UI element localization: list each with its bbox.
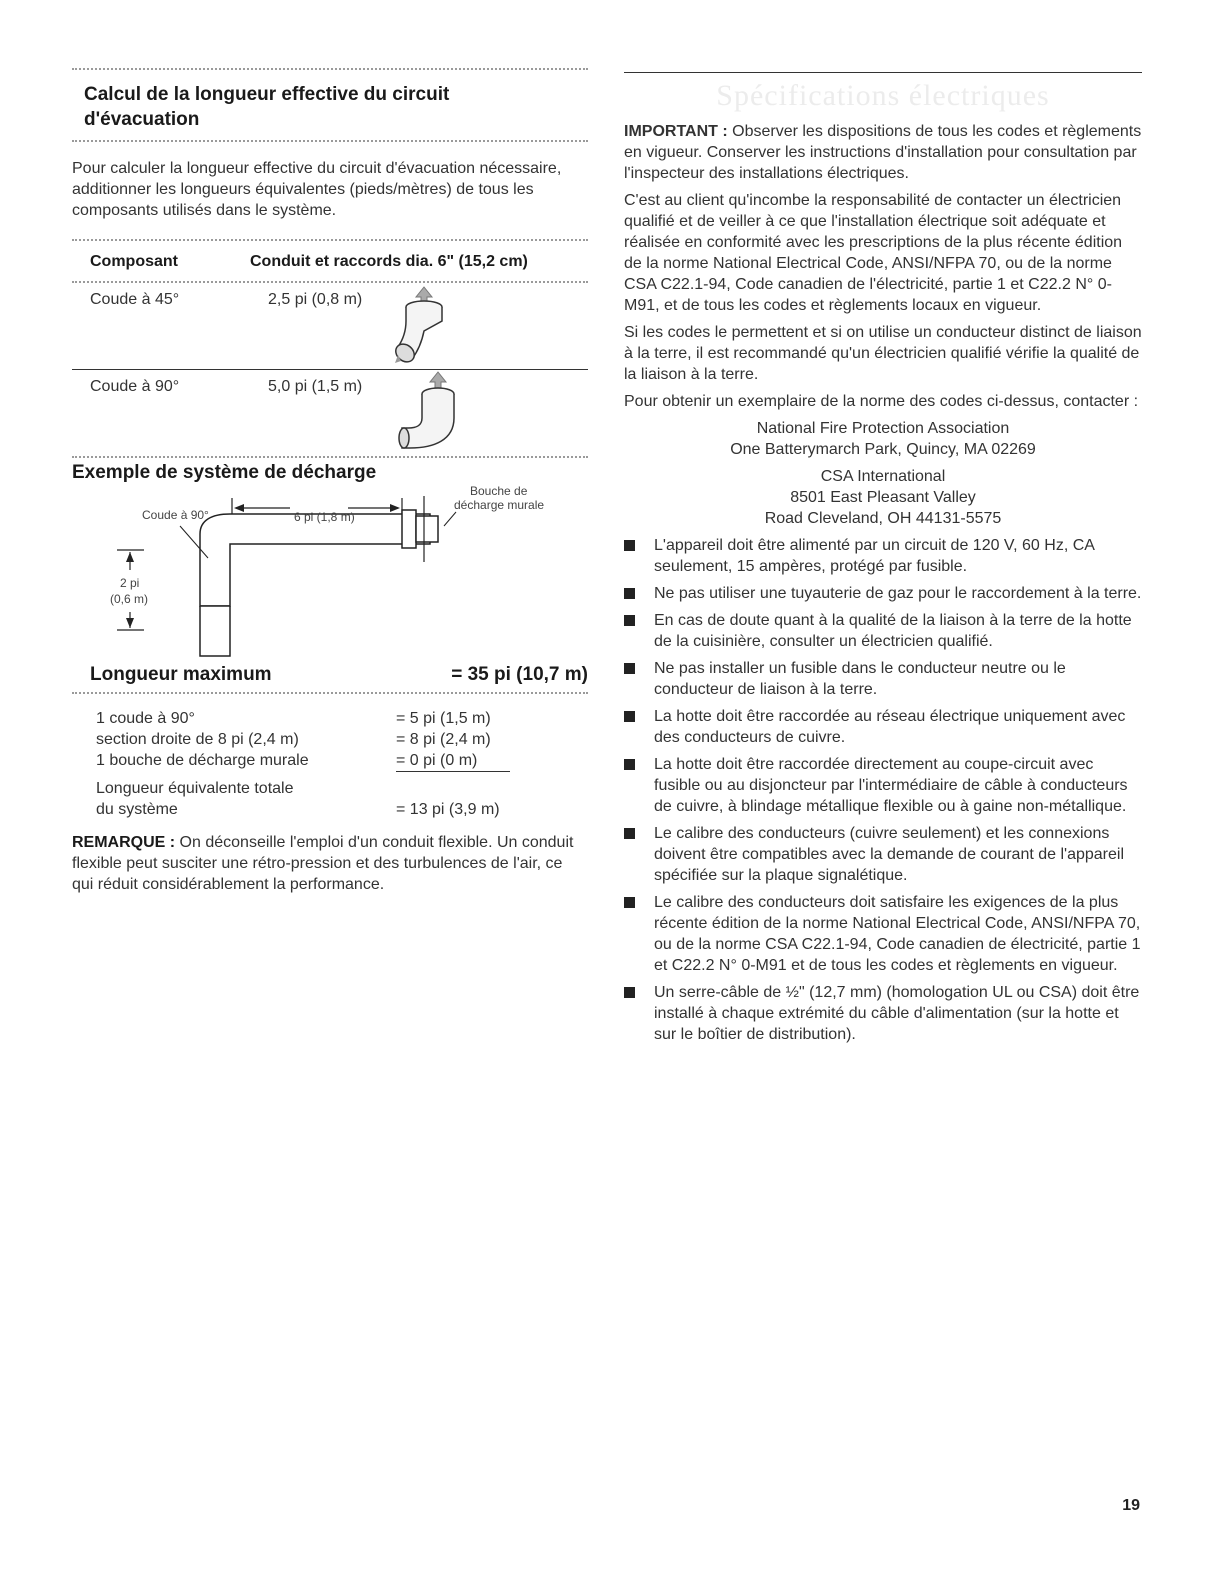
example-title: Exemple de système de décharge [72,462,377,483]
divider [72,140,588,142]
list-item [624,982,1142,1045]
list-item-text: Ne pas utiliser une tuyauterie de gaz pour le raccordement à la terre. [654,585,1142,602]
table-header-component: Composant [90,253,178,270]
list-item-text: Un serre-câble de ½" (12,7 mm) (homologation UL ou CSA) doit être installé à chaque extrémité du câble d'alimentation (sur la hotte et sur le boîtier de distribution). [654,984,1140,1043]
calc-row [72,750,588,772]
horizontal-length-label: 6 pi (1,8 m) [294,510,355,524]
component-length: 2,5 pi (0,8 m) [268,291,363,308]
table-row [72,283,588,369]
elbow-90-icon [394,370,464,456]
divider [72,68,588,70]
max-length-value: = 35 pi (10,7 m) [451,664,588,685]
bullet-square-icon [624,588,635,599]
address-line: Road Cleveland, OH 44131-5575 [764,510,1002,527]
requirements-list [624,535,1142,1045]
vertical-length-label: 2 pi [120,576,140,590]
elbow-45-icon [394,283,454,369]
address-line: CSA International [820,468,946,485]
list-item-text: Le calibre des conducteurs (cuivre seulement) et les connexions doivent être compatibles avec la demande de courant de l'appareil spécifiée sur la plaque signalétique. [654,825,1125,884]
section-rule [624,72,1142,73]
nfpa-address [624,418,1142,460]
calc-label: section droite de 8 pi (2,4 m) [96,731,299,748]
table-header-duct: Conduit et raccords dia. 6" (15,2 cm) [250,253,528,270]
list-item [624,754,1142,817]
list-item-text: La hotte doit être raccordée directement au coupe-circuit avec fusible ou au disjoncteur par l'intermédiaire de câble à conducteurs de cuivre, à blindage métallique flexible ou à gaine non-métallique. [654,756,1128,815]
total-label-line-1: Longueur équivalente totale [96,780,294,797]
csa-address [624,466,1142,529]
divider [72,692,588,694]
bullet-square-icon [624,759,635,770]
bullet-square-icon [624,897,635,908]
bullet-square-icon [624,663,635,674]
important-label: IMPORTANT : [624,123,728,140]
note-label: REMARQUE : [72,834,176,851]
table-row [72,370,588,456]
calc-value: = 5 pi (1,5 m) [396,710,491,727]
contact-paragraph: Pour obtenir un exemplaire de la norme des codes ci-dessus, contacter : [624,393,1139,410]
list-item [624,706,1142,748]
list-item [624,823,1142,886]
list-item [624,535,1142,577]
calculation-list [72,708,588,820]
list-item-text: En cas de doute quant à la qualité de la liaison à la terre de la hotte de la cuisinière, consulter un électricien qualifié. [654,612,1132,650]
calc-value: = 0 pi (0 m) [396,750,510,772]
total-label [96,778,396,820]
wall-cap-label-2: décharge murale [454,498,545,512]
note-text: On déconseille l'emploi d'un conduit flexible. Un conduit flexible peut susciter une rétro-pression et des turbulences de l'air, ce qui réduit considérablement la performance. [72,834,574,893]
section-title-line-1: Calcul de la longueur effective du circuit [84,84,450,105]
total-label-line-2: du système [96,801,178,818]
vertical-length-metric-label: (0,6 m) [110,592,149,606]
list-item-text: L'appareil doit être alimenté par un circuit de 120 V, 60 Hz, CA seulement, 15 ampères, protégé par fusible. [654,537,1095,575]
max-length-row [72,658,588,692]
calc-row [72,729,588,750]
responsibility-paragraph: C'est au client qu'incombe la responsabilité de contacter un électricien qualifié et de veiller à ce que l'installation électrique soit adéquate et réalisée en conformité avec les prescriptions de la plus récente édition de la norme National Electrical Code, ANSI/NFPA 70, ou de la norme CSA C22.1-94, Code canadien de l'électricité, partie 1 et C22.2 N° 0-M91, et de tous les codes et règlements locaux en vigueur. [624,192,1123,314]
total-row [72,778,588,820]
list-item [624,892,1142,976]
important-paragraph [624,121,1142,184]
important-text: Observer les dispositions de tous les codes et règlements en vigueur. Conserver les instructions d'installation pour consultation par l'inspecteur des installations électriques. [624,123,1142,182]
electrical-specs-title: Spécifications électriques [716,79,1050,112]
right-column [624,72,1142,1051]
note-paragraph [72,832,588,895]
list-item [624,610,1142,652]
elbow-label: Coude à 90° [142,508,209,522]
exhaust-diagram [72,484,588,658]
calc-label: 1 bouche de décharge murale [96,752,309,769]
calc-label: 1 coude à 90° [96,710,195,727]
page-number: 19 [1122,1497,1140,1514]
address-block [624,418,1142,529]
bullet-square-icon [624,987,635,998]
calc-row [72,708,588,729]
section-title [84,82,588,132]
component-length: 5,0 pi (1,5 m) [268,378,363,395]
list-item [624,583,1142,604]
total-value: = 13 pi (3,9 m) [396,801,500,818]
address-line: One Batterymarch Park, Quincy, MA 02269 [730,441,1036,458]
list-item [624,658,1142,700]
max-length-label: Longueur maximum [90,664,272,685]
grounding-paragraph: Si les codes le permettent et si on utilise un conducteur distinct de liaison à la terre, il est recommandé qu'un électricien qualifié vérifie la qualité de la liaison à la terre. [624,324,1142,383]
address-line: 8501 East Pleasant Valley [790,489,976,506]
bullet-square-icon [624,828,635,839]
bullet-square-icon [624,540,635,551]
left-column [72,68,588,895]
divider [72,456,588,458]
address-line: National Fire Protection Association [756,420,1010,437]
component-name: Coude à 45° [90,291,180,308]
list-item-text: La hotte doit être raccordée au réseau électrique uniquement avec des conducteurs de cuivre. [654,708,1126,746]
wall-cap-label-1: Bouche de [470,484,528,498]
component-name: Coude à 90° [90,378,180,395]
intro-paragraph: Pour calculer la longueur effective du circuit d'évacuation nécessaire, additionner les longueurs équivalentes (pieds/mètres) de tous les composants utilisés dans le système. [72,160,562,219]
bullet-square-icon [624,615,635,626]
list-item-text: Le calibre des conducteurs doit satisfaire les exigences de la plus récente édition de la norme National Electrical Code, ANSI/NFPA 70, ou de la norme CSA C22.1-94, Code canadien de électricité, partie 1 et C22.2 N° 0-M91 et de tous les codes et règlements en vigueur. [654,894,1141,974]
section-title-line-2: d'évacuation [84,109,200,130]
table-header [72,241,588,281]
calc-value: = 8 pi (2,4 m) [396,731,491,748]
bullet-square-icon [624,711,635,722]
list-item-text: Ne pas installer un fusible dans le conducteur neutre ou le conducteur de liaison à la terre. [654,660,1066,698]
